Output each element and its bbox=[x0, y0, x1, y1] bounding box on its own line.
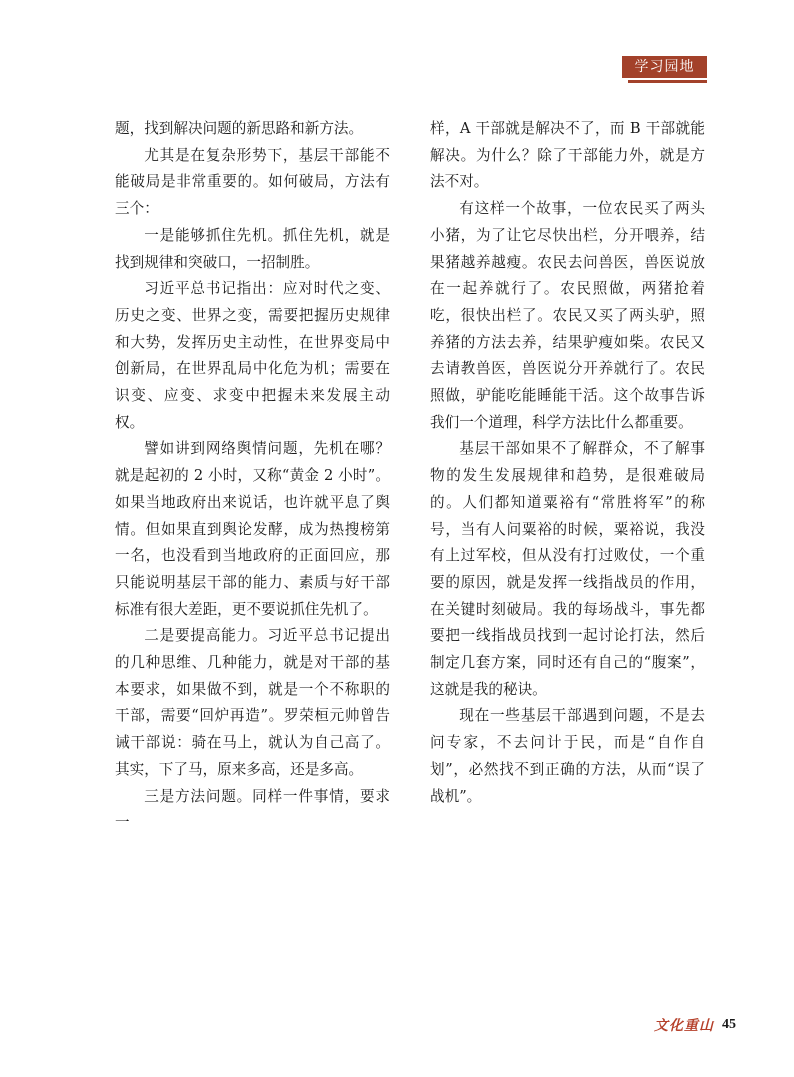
paragraph: 习近平总书记指出：应对时代之变、历史之变、世界之变，需要把握历史规律和大势，发挥历史主动性，在世界变局中创新局，在世界乱局中化危为机；需要在识变、应变、求变中把握未来发展主动权。 bbox=[115, 280, 390, 431]
paragraph: 一是能够抓住先机。抓住先机，就是找到规律和突破口，一招制胜。 bbox=[115, 226, 390, 271]
header-rule bbox=[628, 80, 707, 83]
paragraph: 尤其是在复杂形势下，基层干部能不能破局是非常重要的。如何破局，方法有三个： bbox=[115, 146, 390, 218]
paragraph: 二是要提高能力。习近平总书记提出的几种思维、几种能力，就是对干部的基本要求，如果做不到，就是一个不称职的干部，需要“回炉再造”。罗荣桓元帅曾告诫干部说：骑在马上，就认为自己高了。其实，下了马，原来多高，还是多高。 bbox=[115, 627, 390, 778]
right-column bbox=[430, 116, 705, 810]
paragraph: 题，找到解决问题的新思路和新方法。 bbox=[115, 120, 364, 137]
paragraph: 基层干部如果不了解群众，不了解事物的发生发展规律和趋势，是很难破局的。人们都知道粟裕有“常胜将军”的称号，当有人问粟裕的时候，粟裕说，我没有上过军校，但从没有打过败仗，一个重要的原因，就是发挥一线指战员的作用，在关键时刻破局。我的每场战斗，事先都要把一线指战员找到一起讨论打法，然后制定几套方案，同时还有自己的“腹案”，这就是我的秘诀。 bbox=[430, 440, 705, 698]
left-column bbox=[115, 116, 390, 837]
paragraph: 譬如讲到网络舆情问题，先机在哪？就是起初的 2 小时，又称“黄金 2 小时”。如果当地政府出来说话，也许就平息了舆情。但如果直到舆论发酵，成为热搜榜第一名，也没看到当地政府的正面回应，那只能说明基层干部的能力、素质与好干部标准有很大差距，更不要说抓住先机了。 bbox=[115, 440, 390, 618]
section-tag: 学习园地 bbox=[622, 56, 707, 78]
paragraph: 现在一些基层干部遇到问题，不是去问专家，不去问计于民，而是“自作自划”，必然找不到正确的方法，从而“误了战机”。 bbox=[430, 707, 705, 805]
paragraph: 三是方法问题。同样一件事情，要求一 bbox=[115, 787, 390, 832]
magazine-logo: 文化重山 bbox=[654, 1018, 714, 1034]
page-number: 45 bbox=[722, 1017, 736, 1032]
paragraph: 样，A 干部就是解决不了，而 B 干部就能解决。为什么？除了干部能力外，就是方法不对。 bbox=[430, 120, 705, 191]
paragraph: 有这样一个故事，一位农民买了两头小猪，为了让它尽快出栏，分开喂养，结果猪越养越瘦。农民去问兽医，兽医说放在一起养就行了。农民照做，两猪抢着吃，很快出栏了。农民又买了两头驴，照养猪的方法去养，结果驴瘦如柴。农民又去请教兽医，兽医说分开养就行了。农民照做，驴能吃能睡能干活。这个故事告诉我们一个道理，科学方法比什么都重要。 bbox=[430, 200, 705, 431]
page-footer bbox=[654, 1014, 736, 1036]
